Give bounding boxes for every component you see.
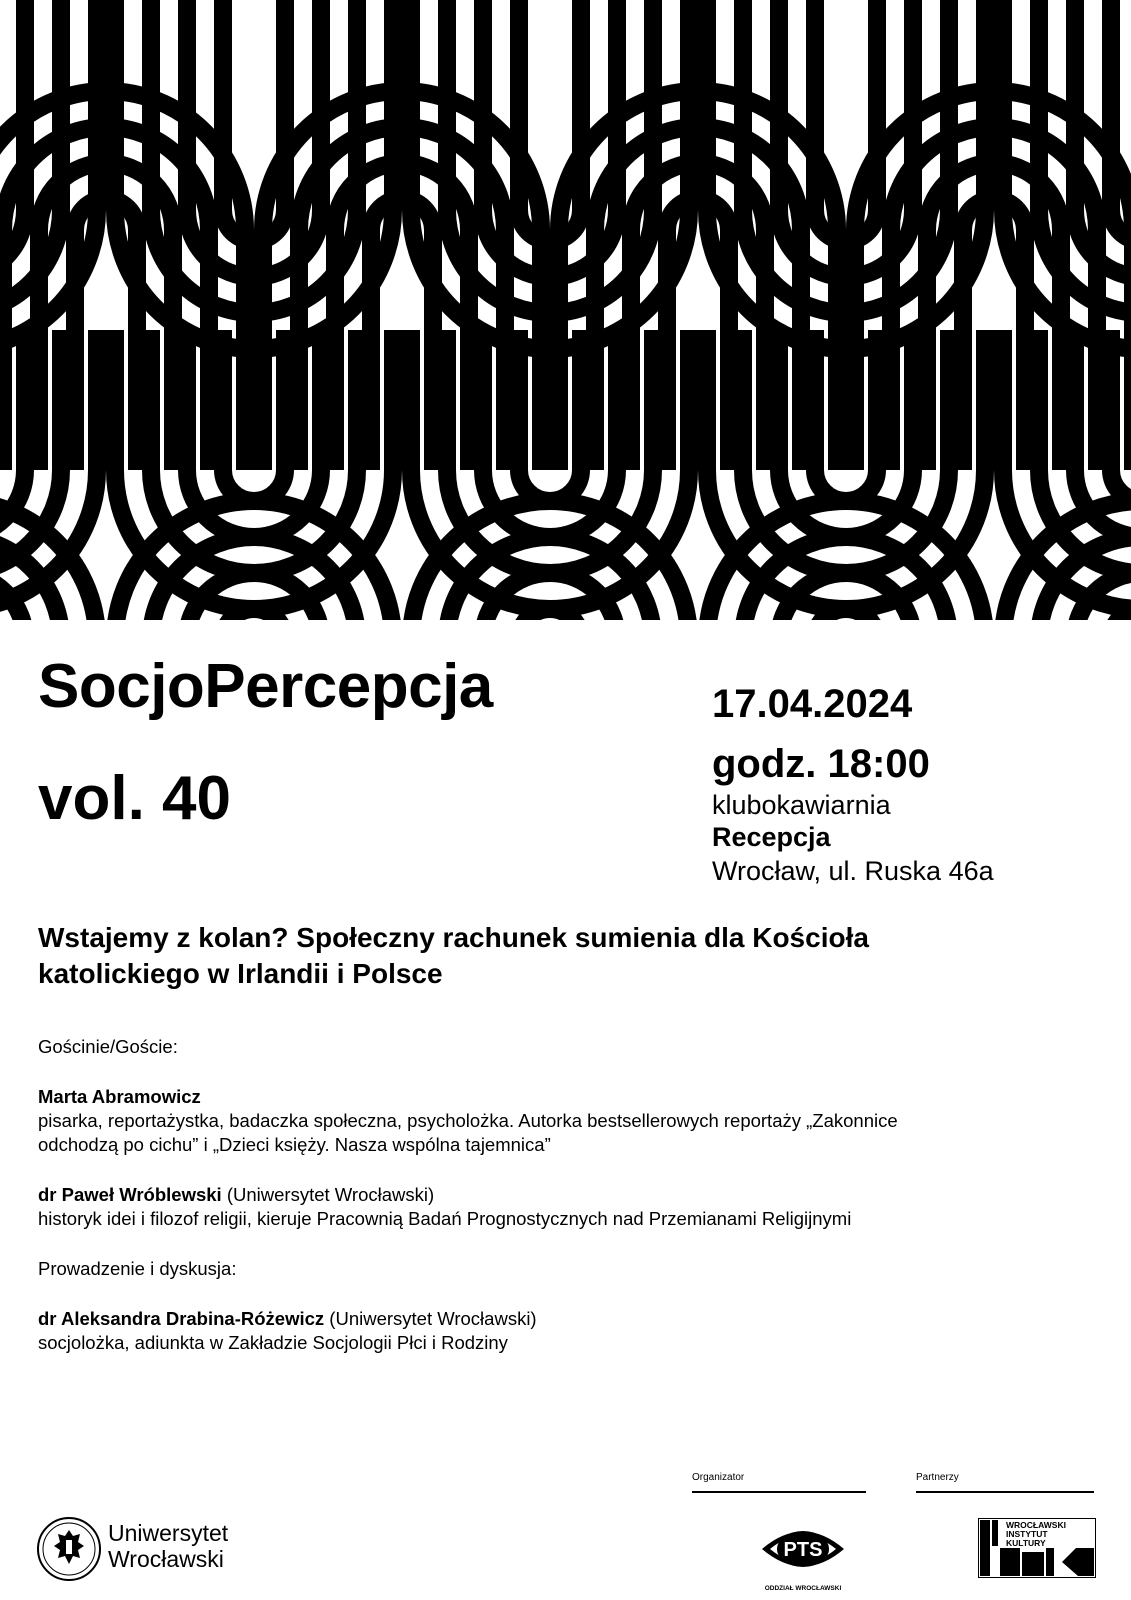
pattern-stripe — [223, 609, 285, 620]
university-name — [108, 1520, 228, 1573]
moderator-entry — [38, 1307, 1098, 1331]
event-date: 17.04.2024 — [712, 682, 913, 726]
event-title: SocjoPercepcja — [38, 652, 493, 721]
guest-name: dr Paweł Wróblewski — [38, 1184, 222, 1206]
university-name-line: Uniwersytet — [108, 1520, 229, 1546]
subtitle-line: Wstajemy z kolan? Społeczny rachunek sumienia dla Kościoła — [38, 922, 869, 953]
moderator-name: dr Aleksandra Drabina-Różewicz — [38, 1308, 325, 1330]
partners-divider — [916, 1491, 1094, 1493]
pts-subtitle: ODDZIAŁ WROCŁAWSKI — [764, 1585, 842, 1592]
striped-arch-pattern — [0, 0, 1131, 620]
pattern-stripe — [815, 0, 877, 241]
op-art-pattern — [0, 0, 1131, 620]
venue-name: Recepcja — [712, 822, 831, 852]
pattern-stripe — [519, 0, 581, 241]
guest-description: historyk idei i filozof religii, kieruje Pracownią Badań Prognostycznych nad Przemianami Religijnymi — [38, 1208, 852, 1230]
wik-text: WROCŁAWSKI — [1006, 1520, 1066, 1530]
pts-logo — [758, 1520, 848, 1590]
moderator-affiliation: (Uniwersytet Wrocławski) — [324, 1308, 537, 1330]
pattern-stripe — [815, 609, 877, 620]
pts-eye-icon — [758, 1520, 848, 1578]
event-volume: vol. 40 — [38, 764, 231, 833]
moderation-heading: Prowadzenie i dyskusja: — [38, 1258, 237, 1280]
guest-description: odchodzą po cichu” i „Dzieci księży. Nasza wspólna tajemnica” — [38, 1134, 551, 1156]
event-time: godz. 18:00 — [712, 742, 930, 786]
university-crest-icon — [36, 1516, 102, 1582]
venue-address: Wrocław, ul. Ruska 46a — [712, 856, 994, 886]
guests-heading: Gościnie/Goście: — [38, 1036, 178, 1057]
guest-name: Marta Abramowicz — [38, 1086, 201, 1108]
partners-label: Partnerzy — [916, 1472, 959, 1483]
wik-text: INSTYTUT — [1006, 1529, 1048, 1539]
event-description — [38, 1035, 1098, 1355]
venue-type: klubokawiarnia — [712, 790, 891, 820]
wik-logo — [978, 1518, 1096, 1578]
guest-entry — [38, 1183, 1098, 1207]
pattern-stripe — [519, 609, 581, 620]
guest-description: pisarka, reportażystka, badaczka społeczna, psycholożka. Autorka bestsellerowych reportaży „Zakonnice — [38, 1110, 898, 1132]
guest-affiliation: (Uniwersytet Wrocławski) — [221, 1184, 435, 1206]
wik-text: KULTURY — [1006, 1538, 1046, 1548]
moderator-description: socjolożka, adiunkta w Zakładzie Socjologii Płci i Rodziny — [38, 1332, 508, 1354]
pts-text: PTS — [783, 1539, 823, 1561]
organizer-divider — [692, 1491, 866, 1493]
organizer-label: Organizator — [692, 1472, 745, 1483]
pattern-stripe — [223, 0, 285, 241]
university-name-line: Wrocławski — [108, 1546, 224, 1573]
subtitle-line: katolickiego w Irlandii i Polsce — [38, 958, 443, 990]
event-subtitle — [38, 920, 1088, 993]
